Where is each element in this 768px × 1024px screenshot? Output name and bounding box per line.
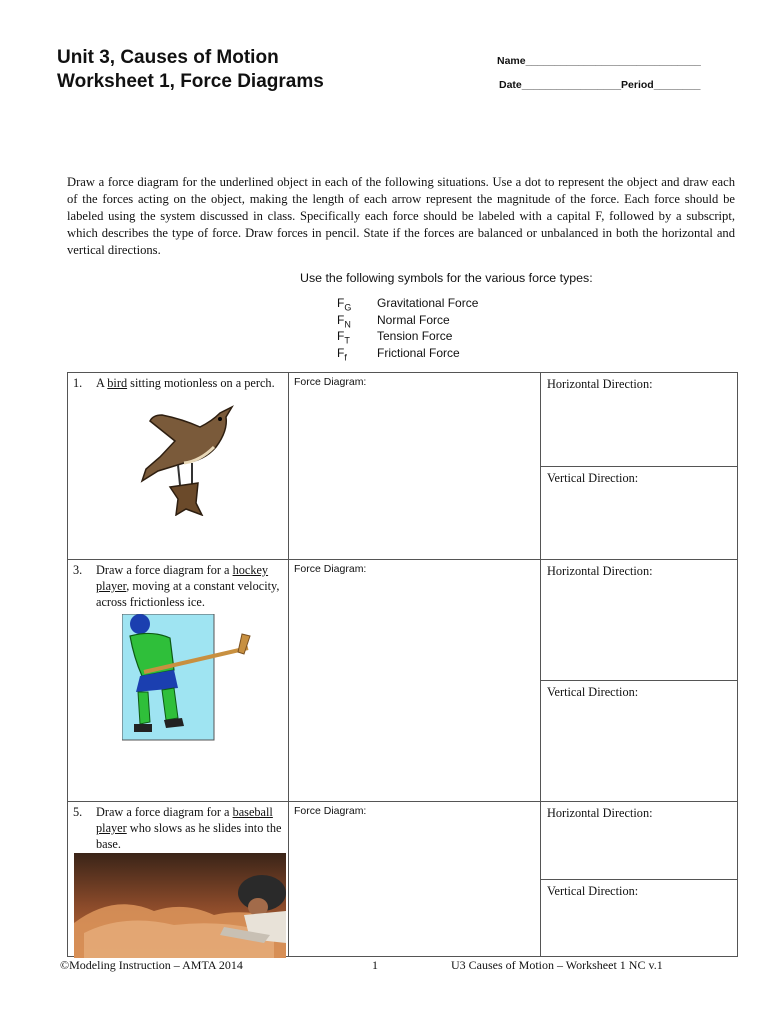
hockey-player-icon [122,614,252,742]
symbol-name: Frictional Force [377,345,460,360]
horizontal-answer-box[interactable] [541,373,737,466]
symbol-code: $F_G$ [337,296,352,313]
underlined-object: baseball player [96,805,273,835]
problem-row-1 [68,373,738,560]
horizontal-direction-label: Horizontal Direction: [547,564,653,578]
worksheet-title-line2: Worksheet 1, Force Diagrams [57,71,324,92]
vertical-answer-box[interactable] [541,680,737,801]
direction-cell [541,373,738,560]
symbol-code: $F_f$ [337,345,347,362]
problem-text: 5. Draw a force diagram for a baseball player who slows as he slides into the base. [73,805,282,851]
force-diagram-label: Force Diagram: [294,563,367,575]
force-diagram-label: Force Diagram: [294,805,367,817]
vertical-direction-label: Vertical Direction: [547,470,639,485]
force-diagram-cell[interactable] [289,373,541,560]
vertical-answer-box[interactable] [541,466,737,560]
footer-doc-id: U3 Causes of Motion – Worksheet 1 NC v.1 [451,958,663,972]
direction-cell [541,802,738,957]
vertical-answer-box[interactable] [541,879,737,957]
instructions-paragraph: Draw a force diagram for the underlined object in each of the following situations. Use a dot to represent the object and draw each of the forces acting on the object, making the length of each arrow represent the magnitude of the force. Each force should be labeled using the system discussed in class. Specifically each force should be labeled with a capital F, followed by a subscript, which describes the type of force. Draw forces in pencil. State if the forces are balanced or unbalanced in both the horizontal and vertical directions. [67,175,735,257]
bird-perched-icon [120,391,250,516]
baseball-slide-photo-icon [74,853,286,958]
direction-cell [541,560,738,802]
problem-number: 3. [73,563,83,577]
symbol-name: Tension Force [377,329,453,343]
underlined-object: hockey player [96,563,269,593]
force-diagram-label: Force Diagram: [294,376,367,388]
horizontal-direction-label: Horizontal Direction: [547,806,653,820]
horizontal-answer-box[interactable] [541,802,737,879]
footer-copyright: ©Modeling Instruction – AMTA 2014 [60,958,243,972]
horizontal-answer-box[interactable] [541,560,737,680]
symbol-name: Gravitational Force [377,296,479,310]
problem-description-cell [68,560,289,802]
horizontal-direction-label: Horizontal Direction: [547,377,653,391]
problem-text: 1. A bird sitting motionless on a perch. [73,376,275,390]
worksheet-title-line1: Unit 3, Causes of Motion [57,47,279,68]
problem-row-3 [68,560,738,802]
date-period-field[interactable]: Date_________________Period________ [499,79,701,91]
problem-description-cell [68,802,289,957]
symbol-code: $F_N$ [337,312,351,329]
problem-number: 1. [73,376,83,390]
vertical-direction-label: Vertical Direction: [547,883,639,898]
symbol-code: $F_T$ [337,329,350,346]
underlined-object: bird [107,376,128,390]
footer-page-number: 1 [372,958,378,972]
symbols-heading: Use the following symbols for the various force types: [300,271,593,285]
problems-table [67,372,738,957]
problem-row-5 [68,802,738,957]
vertical-direction-label: Vertical Direction: [547,685,639,699]
force-diagram-cell[interactable] [289,802,541,957]
symbol-name: Normal Force [377,312,450,327]
problem-number: 5. [73,805,83,819]
problem-description-cell [68,373,289,560]
problem-text: 3. Draw a force diagram for a hockey player, moving at a constant velocity, across frictionless ice. [73,563,280,609]
name-field[interactable]: Name______________________________ [497,55,701,67]
force-diagram-cell[interactable] [289,560,541,802]
